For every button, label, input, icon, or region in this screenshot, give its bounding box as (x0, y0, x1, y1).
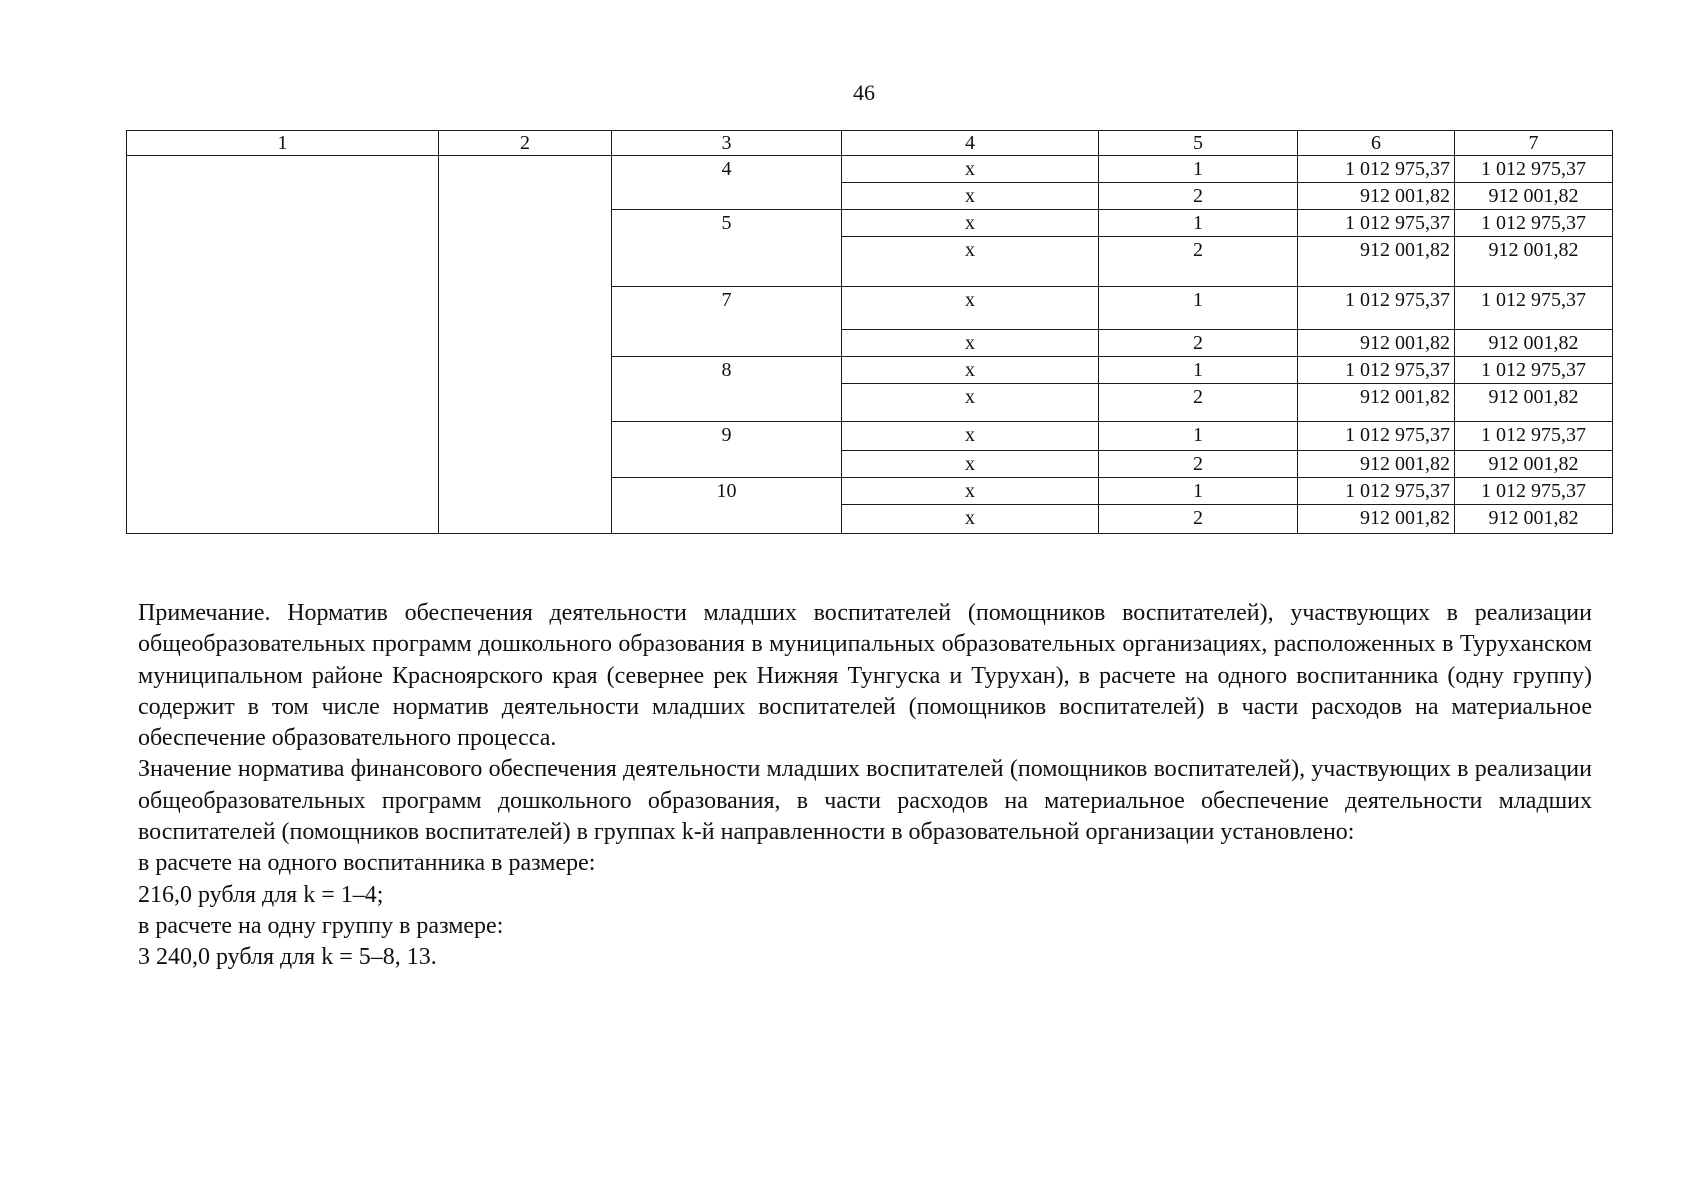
column-header: 5 (1099, 131, 1298, 156)
column-header: 1 (127, 131, 439, 156)
cell-col4: x (842, 422, 1099, 451)
cell-col4: x (842, 183, 1099, 210)
cell-col4: x (842, 210, 1099, 237)
page-number: 46 (853, 80, 875, 105)
cell-col7: 1 012 975,37 (1455, 357, 1613, 384)
group-number-cell: 10 (612, 478, 842, 534)
table-row (127, 156, 1613, 183)
cell-col7: 1 012 975,37 (1455, 156, 1613, 183)
cell-col4: x (842, 156, 1099, 183)
cell-col4: x (842, 451, 1099, 478)
cell-col6: 912 001,82 (1298, 330, 1455, 357)
norms-table (126, 130, 1613, 534)
cell-col7: 1 012 975,37 (1455, 478, 1613, 505)
cell-col4: x (842, 330, 1099, 357)
cell-col7: 912 001,82 (1455, 505, 1613, 534)
note-line: 216,0 рубля для k = 1–4; (138, 881, 384, 908)
cell-col5: 1 (1099, 357, 1298, 384)
cell-col6: 912 001,82 (1298, 451, 1455, 478)
cell-col5: 2 (1099, 451, 1298, 478)
cell-col6: 1 012 975,37 (1298, 156, 1455, 183)
cell-col6: 1 012 975,37 (1298, 210, 1455, 237)
column-header: 3 (612, 131, 842, 156)
cell-col5: 1 (1099, 478, 1298, 505)
cell-col6: 1 012 975,37 (1298, 357, 1455, 384)
cell-col5: 2 (1099, 330, 1298, 357)
cell-col6: 1 012 975,37 (1298, 287, 1455, 330)
cell-col7: 1 012 975,37 (1455, 287, 1613, 330)
cell-col2-empty (439, 156, 612, 534)
cell-col5: 2 (1099, 183, 1298, 210)
cell-col6: 912 001,82 (1298, 505, 1455, 534)
cell-col6: 912 001,82 (1298, 183, 1455, 210)
column-header: 2 (439, 131, 612, 156)
note-line: 3 240,0 рубля для k = 5–8, 13. (138, 944, 437, 971)
cell-col7: 912 001,82 (1455, 237, 1613, 287)
cell-col4: x (842, 287, 1099, 330)
group-number-cell: 9 (612, 422, 842, 478)
cell-col5: 1 (1099, 210, 1298, 237)
cell-col6: 912 001,82 (1298, 237, 1455, 287)
group-number-cell: 5 (612, 210, 842, 287)
column-header: 6 (1298, 131, 1455, 156)
note-paragraph: Примечание. Норматив обеспечения деятельности младших воспитателей (помощников воспитателей), участвующих в реализации общеобразовательных программ дошкольного образования в муниципальных образовательных организациях, расположенных в Туруханском муниципальном районе Красноярского края (севернее рек Нижняя Тунгуска и Турухан), в расчете на одного воспитанника (одну группу) содержит в том числе норматив деятельности младших воспитателей (помощников воспитателей) в части расходов на материальное обеспечение образовательного процесса. (138, 600, 1592, 752)
table-header-row (127, 131, 1613, 156)
cell-col4: x (842, 357, 1099, 384)
cell-col7: 912 001,82 (1455, 330, 1613, 357)
cell-col5: 1 (1099, 156, 1298, 183)
column-header: 4 (842, 131, 1099, 156)
group-number-cell: 4 (612, 156, 842, 210)
cell-col7: 1 012 975,37 (1455, 210, 1613, 237)
group-number-cell: 7 (612, 287, 842, 357)
group-number-cell: 8 (612, 357, 842, 422)
cell-col6: 912 001,82 (1298, 384, 1455, 422)
cell-col5: 2 (1099, 505, 1298, 534)
note-line: в расчете на одну группу в размере: (138, 912, 504, 939)
cell-col6: 1 012 975,37 (1298, 478, 1455, 505)
cell-col1-empty (127, 156, 439, 534)
column-header: 7 (1455, 131, 1613, 156)
cell-col7: 912 001,82 (1455, 451, 1613, 478)
cell-col4: x (842, 237, 1099, 287)
cell-col7: 912 001,82 (1455, 384, 1613, 422)
cell-col4: x (842, 478, 1099, 505)
cell-col6: 1 012 975,37 (1298, 422, 1455, 451)
cell-col7: 912 001,82 (1455, 183, 1613, 210)
cell-col5: 1 (1099, 287, 1298, 330)
note-line: в расчете на одного воспитанника в размере: (138, 850, 596, 877)
cell-col5: 1 (1099, 422, 1298, 451)
note-block (138, 598, 1592, 974)
cell-col4: x (842, 505, 1099, 534)
cell-col5: 2 (1099, 237, 1298, 287)
cell-col5: 2 (1099, 384, 1298, 422)
cell-col7: 1 012 975,37 (1455, 422, 1613, 451)
cell-col4: x (842, 384, 1099, 422)
note-paragraph: Значение норматива финансового обеспечения деятельности младших воспитателей (помощников воспитателей), участвующих в реализации общеобразовательных программ дошкольного образования, в части расходов на материальное обеспечение деятельности младших воспитателей (помощников воспитателей) в группах k-й направленности в образовательной организации установлено: (138, 756, 1592, 846)
